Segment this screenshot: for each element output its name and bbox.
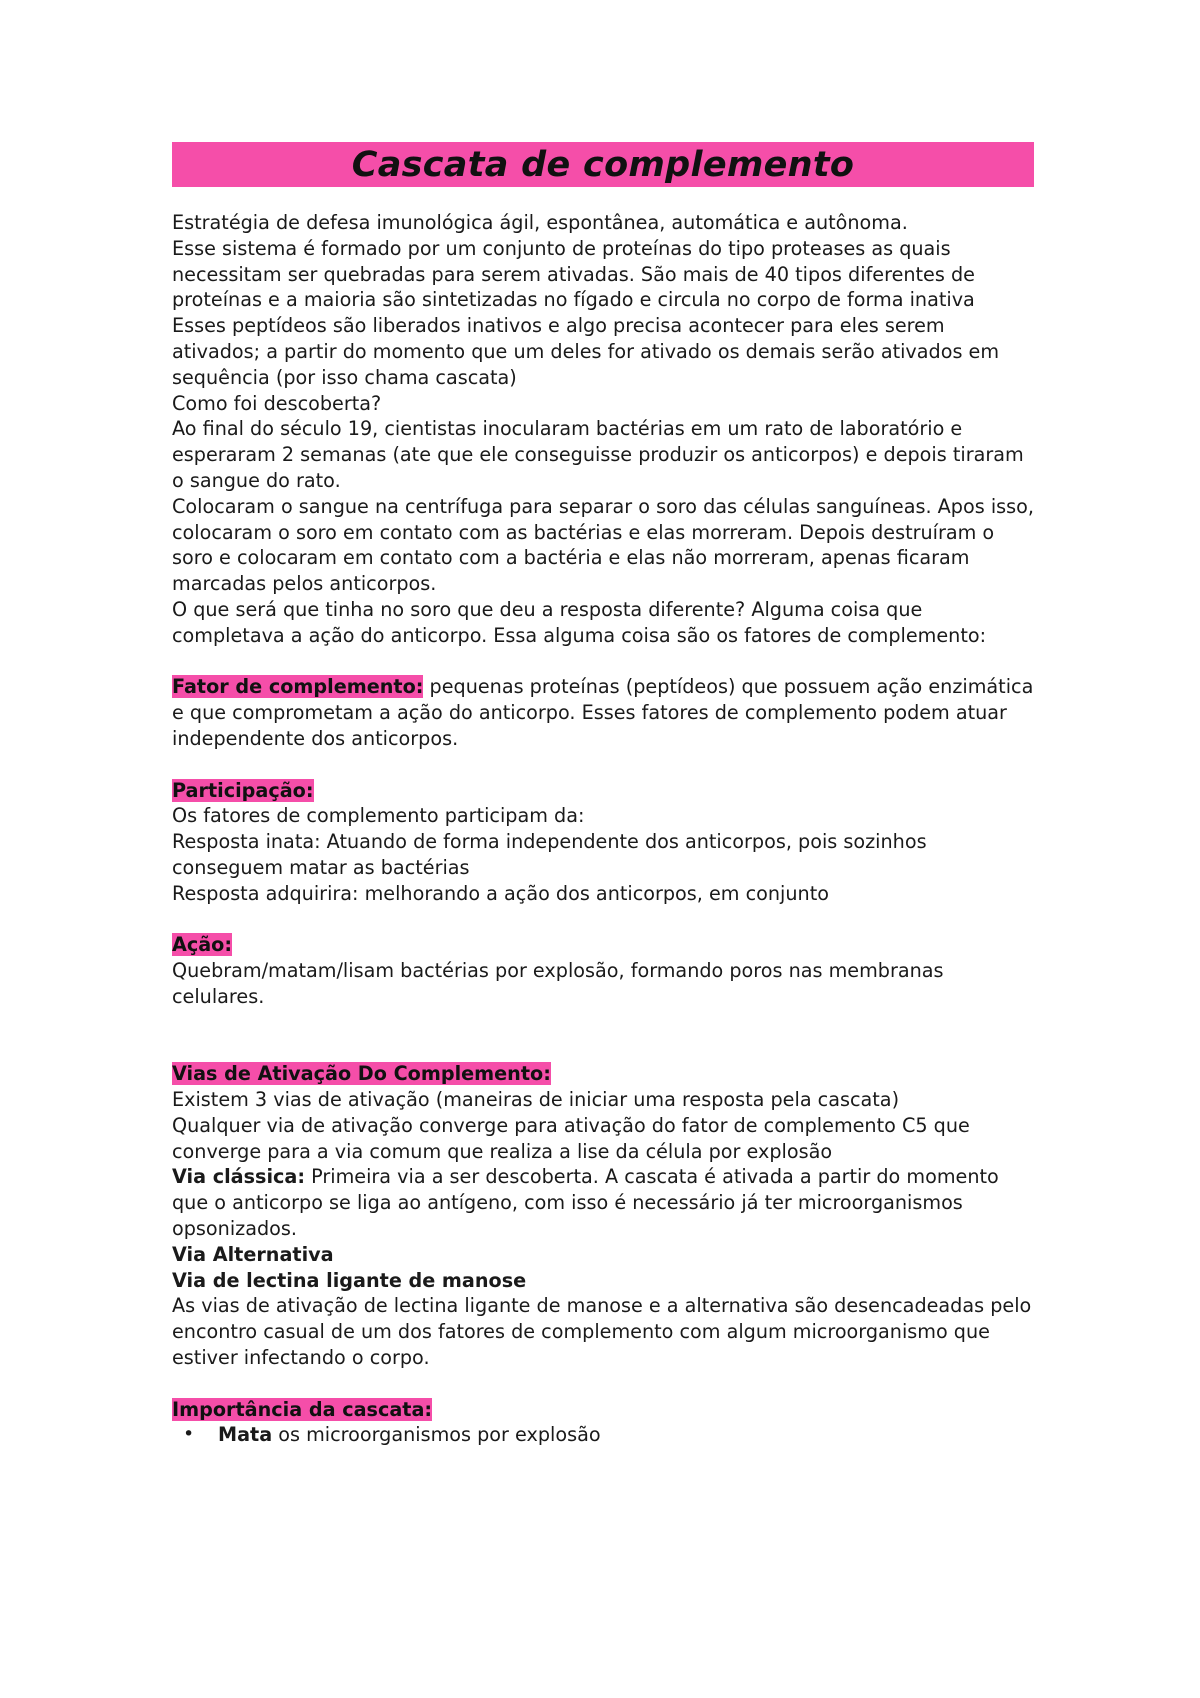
- acao-text: Quebram/matam/lisam bactérias por explosão, formando poros nas membranas celulares.: [172, 959, 944, 1008]
- participacao-line: Resposta adquirira: melhorando a ação dos anticorpos, em conjunto: [172, 881, 829, 905]
- vias-line-1: Existem 3 vias de ativação (maneiras de iniciar uma resposta pela cascata): [172, 1088, 900, 1112]
- document-body: [172, 210, 1034, 1448]
- fator-text: pequenas proteínas (peptídeos) que possuem ação enzimática e que comprometam a ação do anticorpo. Esses fatores de complemento podem atuar independente dos anticorpos.: [172, 675, 1034, 750]
- vias-line-2: Qualquer via de ativação converge para ativação do fator de complemento C5 que converge para a via comum que realiza a lise da célula por explosão: [172, 1113, 970, 1163]
- acao-section: [172, 932, 1034, 958]
- intro-paragraph-2: Esse sistema é formado por um conjunto de proteínas do tipo proteases as quais necessitam ser quebradas para serem ativadas. São mais de 40 tipos diferentes de proteínas e a maioria são sintetizadas no fígado e circula no corpo de forma inativa: [172, 236, 975, 312]
- participacao-heading: Participação:: [172, 778, 314, 802]
- intro-paragraph-7: O que será que tinha no soro que deu a resposta diferente? Alguma coisa que completava a ação do anticorpo. Essa alguma coisa são os fatores de complemento:: [172, 597, 987, 647]
- intro-paragraph-4: Como foi descoberta?: [172, 391, 382, 415]
- via-lectina: Via de lectina ligante de manose: [172, 1268, 527, 1292]
- participacao-section: [172, 778, 1034, 804]
- document-page: [172, 142, 1034, 1448]
- importancia-heading: Importância da cascata:: [172, 1397, 433, 1421]
- list-item-bold: Mata: [218, 1423, 273, 1447]
- via-classica: [172, 1164, 1034, 1241]
- vias-line-3: As vias de ativação de lectina ligante de manose e a alternativa são desencadeadas pelo encontro casual de um dos fatores de complemento com algum microorganismo que estiver infectando o corpo.: [172, 1294, 1032, 1370]
- fator-heading: Fator de complemento:: [172, 675, 424, 699]
- intro-paragraph-1: Estratégia de defesa imunológica ágil, espontânea, automática e autônoma.: [172, 211, 908, 234]
- participacao-line: Os fatores de complemento participam da:: [172, 804, 585, 828]
- title-bar: [172, 142, 1034, 187]
- list-item-text: os microorganismos por explosão: [272, 1423, 601, 1447]
- importancia-section: [172, 1397, 1034, 1423]
- bullet-icon: •: [183, 1423, 195, 1446]
- via-classica-text: Primeira via a ser descoberta. A cascata é ativada a partir do momento que o anticorpo se liga ao antígeno, com isso é necessário já ter microorganismos opsonizados.: [172, 1165, 999, 1241]
- intro-paragraph-3: Esses peptídeos são liberados inativos e algo precisa acontecer para eles serem ativados; a partir do momento que um deles for ativado os demais serão ativados em sequência (por isso chama cascata): [172, 314, 1000, 389]
- importancia-list: [172, 1422, 1034, 1448]
- vias-section: [172, 1061, 1034, 1087]
- acao-heading: Ação:: [172, 933, 233, 957]
- via-classica-label: Via clássica:: [172, 1165, 306, 1189]
- document-title: Cascata de complemento: [351, 144, 855, 185]
- list-item: [183, 1422, 1034, 1448]
- intro-paragraph-5: Ao final do século 19, cientistas inocularam bactérias em um rato de laboratório e esperaram 2 semanas (ate que ele conseguisse produzir os anticorpos) e depois tiraram o sangue do rato.: [172, 417, 1024, 492]
- via-alternativa: Via Alternativa: [172, 1242, 334, 1266]
- participacao-line: Resposta inata: Atuando de forma independente dos anticorpos, pois sozinhos conseguem matar as bactérias: [172, 830, 927, 879]
- intro-paragraph-6: Colocaram o sangue na centrífuga para separar o soro das células sanguíneas. Apos isso, colocaram o soro em contato com as bactérias e elas morreram. Depois destruíram o soro e colocaram em contato com a bactéria e elas não morreram, apenas ficaram marcadas pelos anticorpos.: [172, 494, 1034, 596]
- fator-section: [172, 674, 1034, 751]
- vias-heading: Vias de Ativação Do Complemento:: [172, 1062, 551, 1086]
